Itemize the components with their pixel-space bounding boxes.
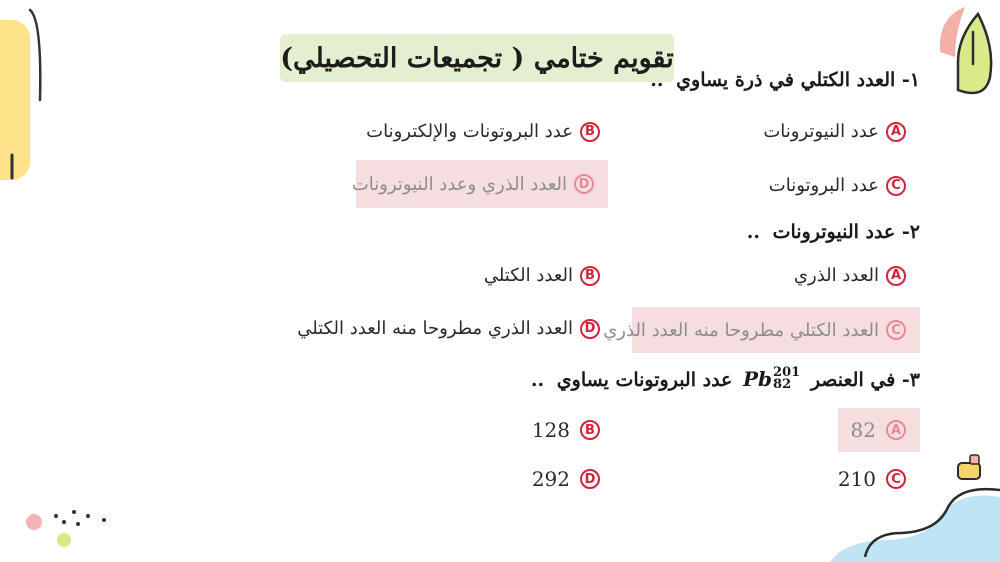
q3-option-d[interactable] bbox=[532, 467, 600, 491]
question-3-suffix: عدد البروتونات يساوي bbox=[556, 369, 733, 391]
q3-option-c[interactable] bbox=[838, 467, 906, 491]
q1-option-b-text: عدد البروتونات والإلكترونات bbox=[366, 121, 573, 142]
q2-option-a[interactable] bbox=[794, 265, 906, 286]
q1-option-a-text: عدد النيوترونات bbox=[763, 121, 879, 142]
q1-option-b-letter: B bbox=[580, 122, 600, 142]
question-2-text: ٢- عدد النيوترونات bbox=[772, 221, 920, 243]
q2-option-b-text: العدد الكتلي bbox=[483, 265, 573, 286]
q3-option-a-letter: A bbox=[886, 420, 906, 440]
q3-option-b[interactable] bbox=[532, 418, 600, 442]
q2-option-d-letter: D bbox=[580, 319, 600, 339]
q1-option-a[interactable] bbox=[763, 121, 906, 142]
q3-option-d-letter: D bbox=[580, 469, 600, 489]
top-right-leaf-decoration bbox=[930, 2, 1000, 102]
q1-option-c[interactable] bbox=[769, 175, 906, 196]
q3-option-c-letter: C bbox=[886, 469, 906, 489]
q1-option-d-letter: D bbox=[574, 174, 594, 194]
q2-option-c-text: العدد الكتلي مطروحا منه العدد الذري bbox=[603, 319, 879, 341]
q2-option-d[interactable] bbox=[297, 318, 600, 339]
q3-option-c-text: 210 bbox=[837, 467, 876, 491]
element-notation bbox=[743, 367, 800, 391]
q2-option-b-letter: B bbox=[580, 266, 600, 286]
question-2 bbox=[747, 221, 920, 243]
q2-option-c[interactable] bbox=[603, 307, 920, 353]
q2-option-a-letter: A bbox=[886, 266, 906, 286]
question-1 bbox=[650, 69, 920, 91]
q1-option-c-text: عدد البروتونات bbox=[768, 175, 879, 196]
question-2-dots: .. bbox=[746, 221, 760, 243]
bottom-right-wave-decoration bbox=[810, 445, 1000, 562]
q3-option-a-text: 82 bbox=[850, 418, 876, 442]
q3-option-a[interactable] bbox=[838, 408, 920, 452]
dots-decoration bbox=[18, 500, 118, 555]
q2-option-b[interactable] bbox=[484, 265, 600, 286]
question-3 bbox=[531, 367, 920, 391]
question-3-dots: .. bbox=[530, 369, 545, 391]
page-title bbox=[280, 34, 674, 82]
q1-option-d[interactable] bbox=[351, 160, 608, 208]
q3-option-d-text: 292 bbox=[531, 467, 570, 491]
q2-option-a-text: العدد الذري bbox=[793, 265, 879, 286]
element-atomic-number: 82 bbox=[773, 377, 792, 392]
q2-option-c-letter: C bbox=[886, 320, 906, 340]
page-title-text: تقويم ختامي ( تجميعات التحصيلي) bbox=[280, 42, 674, 74]
q3-option-b-letter: B bbox=[580, 420, 600, 440]
question-1-text: ١- العدد الكتلي في ذرة يساوي bbox=[676, 69, 920, 91]
q2-option-d-text: العدد الذري مطروحا منه العدد الكتلي bbox=[297, 318, 573, 339]
question-3-prefix: ٣- في العنصر bbox=[810, 369, 920, 391]
q1-option-c-letter: C bbox=[886, 176, 906, 196]
element-symbol: Pb bbox=[743, 367, 773, 391]
q1-option-a-letter: A bbox=[886, 122, 906, 142]
question-1-dots: .. bbox=[650, 69, 664, 91]
q3-option-b-text: 128 bbox=[531, 418, 570, 442]
q1-option-b[interactable] bbox=[366, 121, 600, 142]
element-mass-number: 201 bbox=[773, 365, 801, 380]
left-yellow-decoration bbox=[0, 0, 70, 200]
q1-option-d-text: العدد الذري وعدد النيوترونات bbox=[351, 173, 567, 195]
